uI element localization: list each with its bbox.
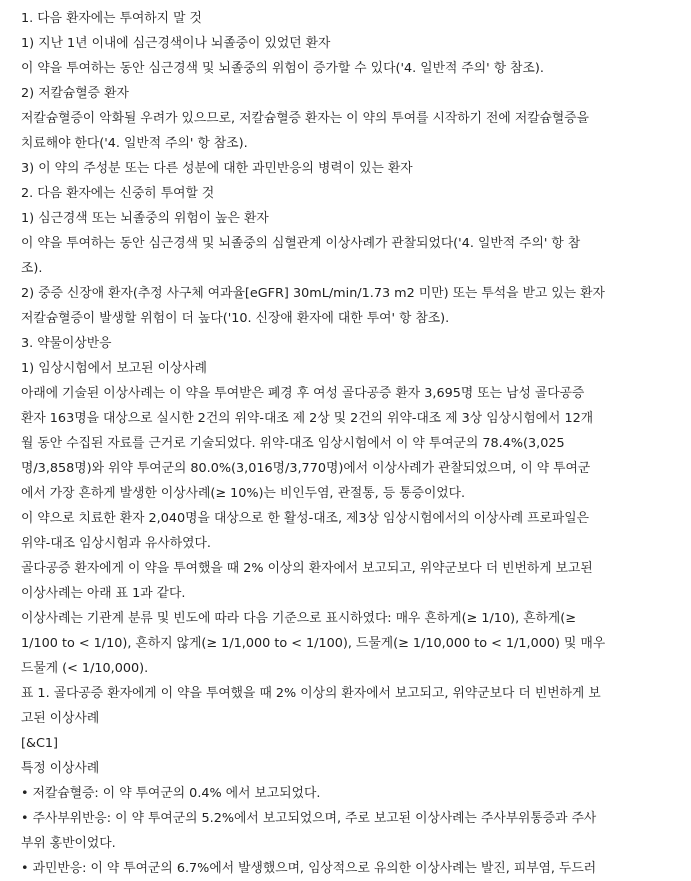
text-line: • 저칼슘혈증: 이 약 투여군의 0.4% 에서 보고되었다.	[21, 786, 321, 801]
text-line: 1) 지난 1년 이내에 심근경색이나 뇌졸중이 있었던 환자	[21, 36, 331, 51]
text-line: 2) 저칼슘혈증 환자	[21, 86, 129, 101]
text-line: 이상사례는 아래 표 1과 같다.	[21, 586, 186, 601]
text-line: 2. 다음 환자에는 신중히 투여할 것	[21, 186, 215, 201]
text-line: 이 약으로 치료한 환자 2,040명을 대상으로 한 활성-대조, 제3상 임상시험에서의 이상사례 프로파일은	[21, 511, 589, 526]
text-line: 조).	[21, 261, 43, 276]
text-line: 저칼슘혈증이 발생할 위험이 더 높다('10. 신장애 환자에 대한 투여' 항 참조).	[21, 311, 450, 326]
text-line: 1) 임상시험에서 보고된 이상사례	[21, 361, 208, 376]
text-line: 3) 이 약의 주성분 또는 다른 성분에 대한 과민반응의 병력이 있는 환자	[21, 161, 413, 176]
text-line: • 과민반응: 이 약 투여군의 6.7%에서 발생했으며, 임상적으로 유의한 이상사례는 발진, 피부염, 두드러	[21, 861, 597, 876]
text-line: 1) 심근경색 또는 뇌졸중의 위험이 높은 환자	[21, 211, 269, 226]
text-line: 표 1. 골다공증 환자에게 이 약을 투여했을 때 2% 이상의 환자에서 보고되고, 위약군보다 더 빈번하게 보	[21, 686, 601, 701]
text-line: 월 동안 수집된 자료를 근거로 기술되었다. 위약-대조 임상시험에서 이 약 투여군의 78.4%(3,025	[21, 436, 565, 451]
text-line: 골다공증 환자에게 이 약을 투여했을 때 2% 이상의 환자에서 보고되고, 위약군보다 더 빈번하게 보고된	[21, 561, 593, 576]
text-line: 3. 약물이상반응	[21, 336, 112, 351]
text-line: 이 약을 투여하는 동안 심근경색 및 뇌졸중의 위험이 증가할 수 있다('4. 일반적 주의' 항 참조).	[21, 61, 544, 76]
text-line: 드물게 (< 1/10,000).	[21, 661, 149, 676]
text-line: 특정 이상사례	[21, 761, 100, 776]
text-line: 1. 다음 환자에는 투여하지 말 것	[21, 11, 202, 26]
text-line: 고된 이상사례	[21, 711, 100, 726]
text-line: 2) 중증 신장애 환자(추정 사구체 여과율[eGFR] 30mL/min/1.73 m2 미만) 또는 투석을 받고 있는 환자	[21, 286, 605, 301]
text-line: 1/100 to < 1/10), 흔하지 않게(≥ 1/1,000 to < 1/100), 드물게(≥ 1/10,000 to < 1/1,000) 및 매우	[21, 636, 606, 651]
text-line: 부위 홍반이었다.	[21, 836, 116, 851]
text-line: 치료해야 한다('4. 일반적 주의' 항 참조).	[21, 136, 248, 151]
text-line: 저칼슘혈증이 악화될 우려가 있으므로, 저칼슘혈증 환자는 이 약의 투여를 시작하기 전에 저칼슘혈증을	[21, 111, 590, 126]
text-line: 명/3,858명)와 위약 투여군의 80.0%(3,016명/3,770명)에서 이상사례가 관찰되었으며, 이 약 투여군	[21, 461, 591, 476]
text-line: 에서 가장 흔하게 발생한 이상사례(≥ 10%)는 비인두염, 관절통, 등 통증이었다.	[21, 486, 466, 501]
text-line: 이 약을 투여하는 동안 심근경색 및 뇌졸중의 심혈관계 이상사례가 관찰되었다('4. 일반적 주의' 항 참	[21, 236, 581, 251]
text-line: • 주사부위반응: 이 약 투여군의 5.2%에서 보고되었으며, 주로 보고된 이상사례는 주사부위통증과 주사	[21, 811, 597, 826]
text-line: 환자 163명을 대상으로 실시한 2건의 위약-대조 제 2상 및 2건의 위약-대조 제 3상 임상시험에서 12개	[21, 411, 594, 426]
text-line: 이상사례는 기관계 분류 및 빈도에 따라 다음 기준으로 표시하였다: 매우 흔하게(≥ 1/10), 흔하게(≥	[21, 611, 577, 626]
text-line: 아래에 기술된 이상사례는 이 약을 투여받은 폐경 후 여성 골다공증 환자 3,695명 또는 남성 골다공증	[21, 386, 585, 401]
text-line: 위약-대조 임상시험과 유사하였다.	[21, 536, 211, 551]
text-line: [&C1]	[21, 736, 59, 751]
